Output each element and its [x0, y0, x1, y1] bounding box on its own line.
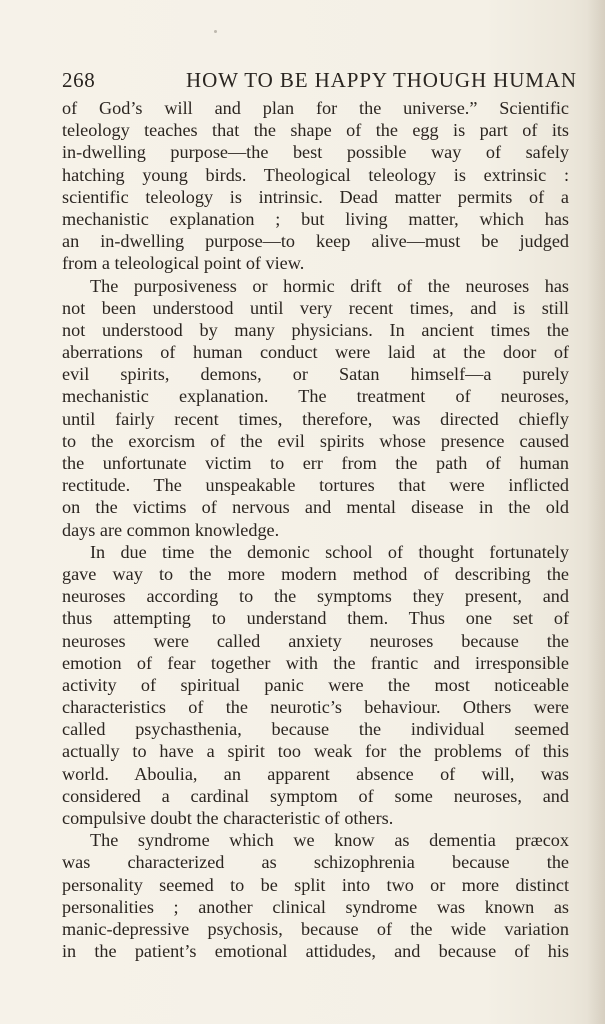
text-line: evil spirits, demons, or Satan himself—a purely: [62, 364, 569, 385]
text-line: neuroses were called anxiety neuroses because the: [62, 630, 569, 651]
page-gutter-shadow: [587, 0, 605, 1024]
text-line: mechanistic explanation ; but living matter, which has: [62, 208, 569, 229]
text-line: hatching young birds. Theological teleology is extrinsic :: [62, 164, 569, 185]
text-line: emotion of fear together with the frantic and irresponsible: [62, 652, 569, 673]
text-line: an in-dwelling purpose—to keep alive—must be judged: [62, 231, 569, 252]
text-line: world. Aboulia, an apparent absence of will, was: [62, 763, 569, 784]
text-line: rectitude. The unspeakable tortures that were inflicted: [62, 475, 569, 496]
paragraph: [62, 541, 569, 829]
text-line: not understood by many physicians. In ancient times the: [62, 319, 569, 340]
text-line: to the exorcism of the evil spirits whose presence caused: [62, 430, 569, 451]
text-line: in the patient’s emotional attidudes, and because of his: [62, 941, 569, 962]
text-line: aberrations of human conduct were laid at the door of: [62, 342, 569, 363]
text-line: compulsive doubt the characteristic of others.: [62, 808, 394, 828]
text-line: of God’s will and plan for the universe.” Scientific: [62, 98, 569, 118]
text-line: teleology teaches that the shape of the egg is part of its: [62, 120, 569, 141]
text-line: personalities ; another clinical syndrome was known as: [62, 896, 569, 917]
text-line: the unfortunate victim to err from the path of human: [62, 453, 569, 473]
text-line: mechanistic explanation. The treatment of neuroses,: [62, 386, 569, 407]
text-line: considered a cardinal symptom of some neuroses, and: [62, 785, 569, 806]
text-line: activity of spiritual panic were the most noticeable: [62, 674, 569, 695]
text-line: The syndrome which we know as dementia præcox: [90, 830, 569, 851]
text-line: until fairly recent times, therefore, was directed chiefly: [62, 408, 569, 429]
text-line: scientific teleology is intrinsic. Dead matter permits of a: [62, 186, 569, 207]
text-line: actually to have a spirit too weak for the problems of this: [62, 741, 569, 762]
text-line: neuroses according to the symptoms they present, and: [62, 586, 569, 607]
text-line: on the victims of nervous and mental disease in the old: [62, 497, 569, 518]
paper-speck: [214, 30, 217, 33]
text-line: In due time the demonic school of thought fortunately: [90, 541, 569, 562]
text-line: called psychasthenia, because the individual seemed: [62, 719, 569, 740]
text-line: in-dwelling purpose—the best possible way of safely: [62, 142, 569, 163]
running-header: [62, 68, 577, 93]
paragraph: [62, 275, 569, 541]
text-line: thus attempting to understand them. Thus one set of: [62, 608, 569, 629]
text-line: personality seemed to be split into two or more distinct: [62, 874, 569, 895]
text-line: not been understood until very recent times, and is still: [62, 297, 569, 318]
text-line: was characterized as schizophrenia because the: [62, 852, 569, 873]
body-text: [62, 97, 569, 962]
text-line: from a teleological point of view.: [62, 253, 305, 274]
paragraph: [62, 97, 569, 275]
text-line: The purposiveness or hormic drift of the neuroses has: [90, 275, 569, 296]
text-line: gave way to the more modern method of describing the: [62, 563, 569, 584]
text-line: days are common knowledge.: [62, 519, 280, 540]
text-line: characteristics of the neurotic’s behaviour. Others were: [62, 697, 569, 718]
page-number: 268: [62, 68, 96, 92]
paragraph: [62, 829, 569, 962]
text-line: manic-depressive psychosis, because of the wide variation: [62, 918, 569, 939]
running-title: HOW TO BE HAPPY THOUGH HUMAN: [186, 68, 577, 92]
